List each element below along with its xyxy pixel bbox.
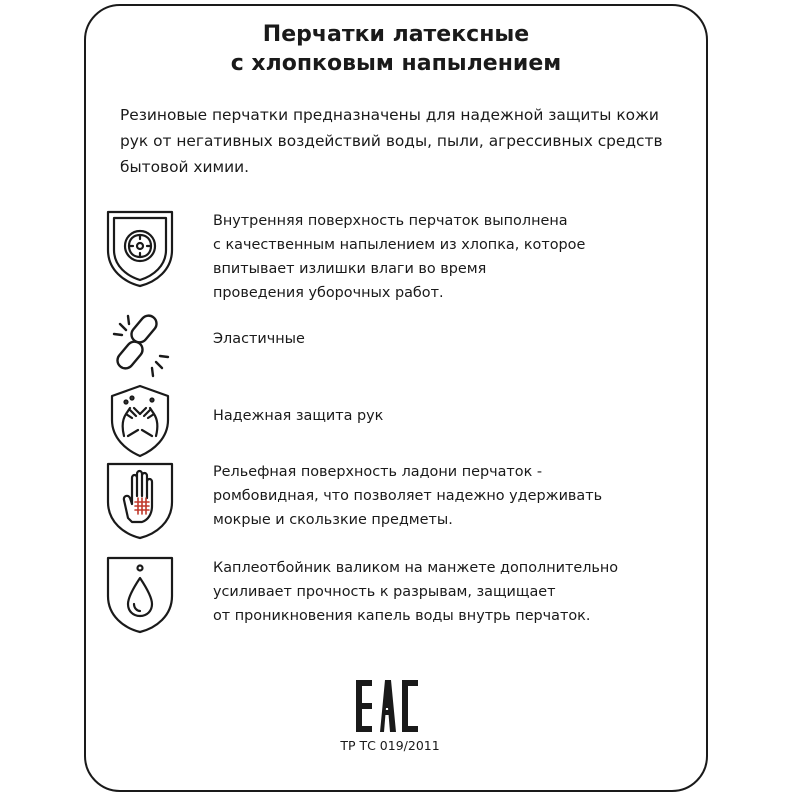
feature-text-protection [213, 404, 693, 428]
cotton-shield-icon [102, 208, 178, 288]
intro-paragraph [120, 102, 700, 180]
feature-text-drop [213, 556, 693, 628]
feature-line: Эластичные [213, 331, 305, 347]
feature-line: усиливает прочность к разрывам, защищает [213, 584, 556, 600]
title-line-2: с хлопковым напылением [230, 51, 562, 76]
elastic-link-icon [102, 304, 178, 384]
feature-line: от проникновения капель воды внутрь перчаток. [213, 608, 591, 624]
intro-line: рук от негативных воздействий воды, пыли, агрессивных средств [120, 132, 663, 150]
feature-line: Рельефная поверхность ладони перчаток - [213, 464, 543, 480]
feature-line: Надежная защита рук [213, 408, 384, 424]
feature-line: проведения уборочных работ. [213, 285, 444, 301]
feature-line: с качественным напылением из хлопка, которое [213, 237, 586, 253]
feature-line: мокрые и скользкие предметы. [213, 512, 453, 528]
feature-line: Каплеотбойник валиком на манжете дополнительно [213, 560, 619, 576]
feature-text-elastic [213, 327, 693, 351]
drop-shield-icon [102, 554, 178, 634]
title-line-1: Перчатки латексные [262, 22, 530, 47]
feature-line: впитывает излишки влаги во время [213, 261, 487, 277]
eac-logo [356, 680, 418, 732]
intro-line: бытовой химии. [120, 158, 250, 176]
grip-palm-shield-icon [102, 460, 178, 540]
page-title [84, 20, 708, 78]
intro-line: Резиновые перчатки предназначены для надежной защиты кожи [120, 106, 659, 124]
feature-text-cotton [213, 209, 693, 305]
hands-shield-icon [102, 380, 178, 460]
certification-standard: ТР ТС 019/2011 [340, 738, 440, 753]
feature-line: Внутренняя поверхность перчаток выполнена [213, 213, 568, 229]
feature-text-grip [213, 460, 693, 532]
feature-line: ромбовидная, что позволяет надежно удерживать [213, 488, 603, 504]
